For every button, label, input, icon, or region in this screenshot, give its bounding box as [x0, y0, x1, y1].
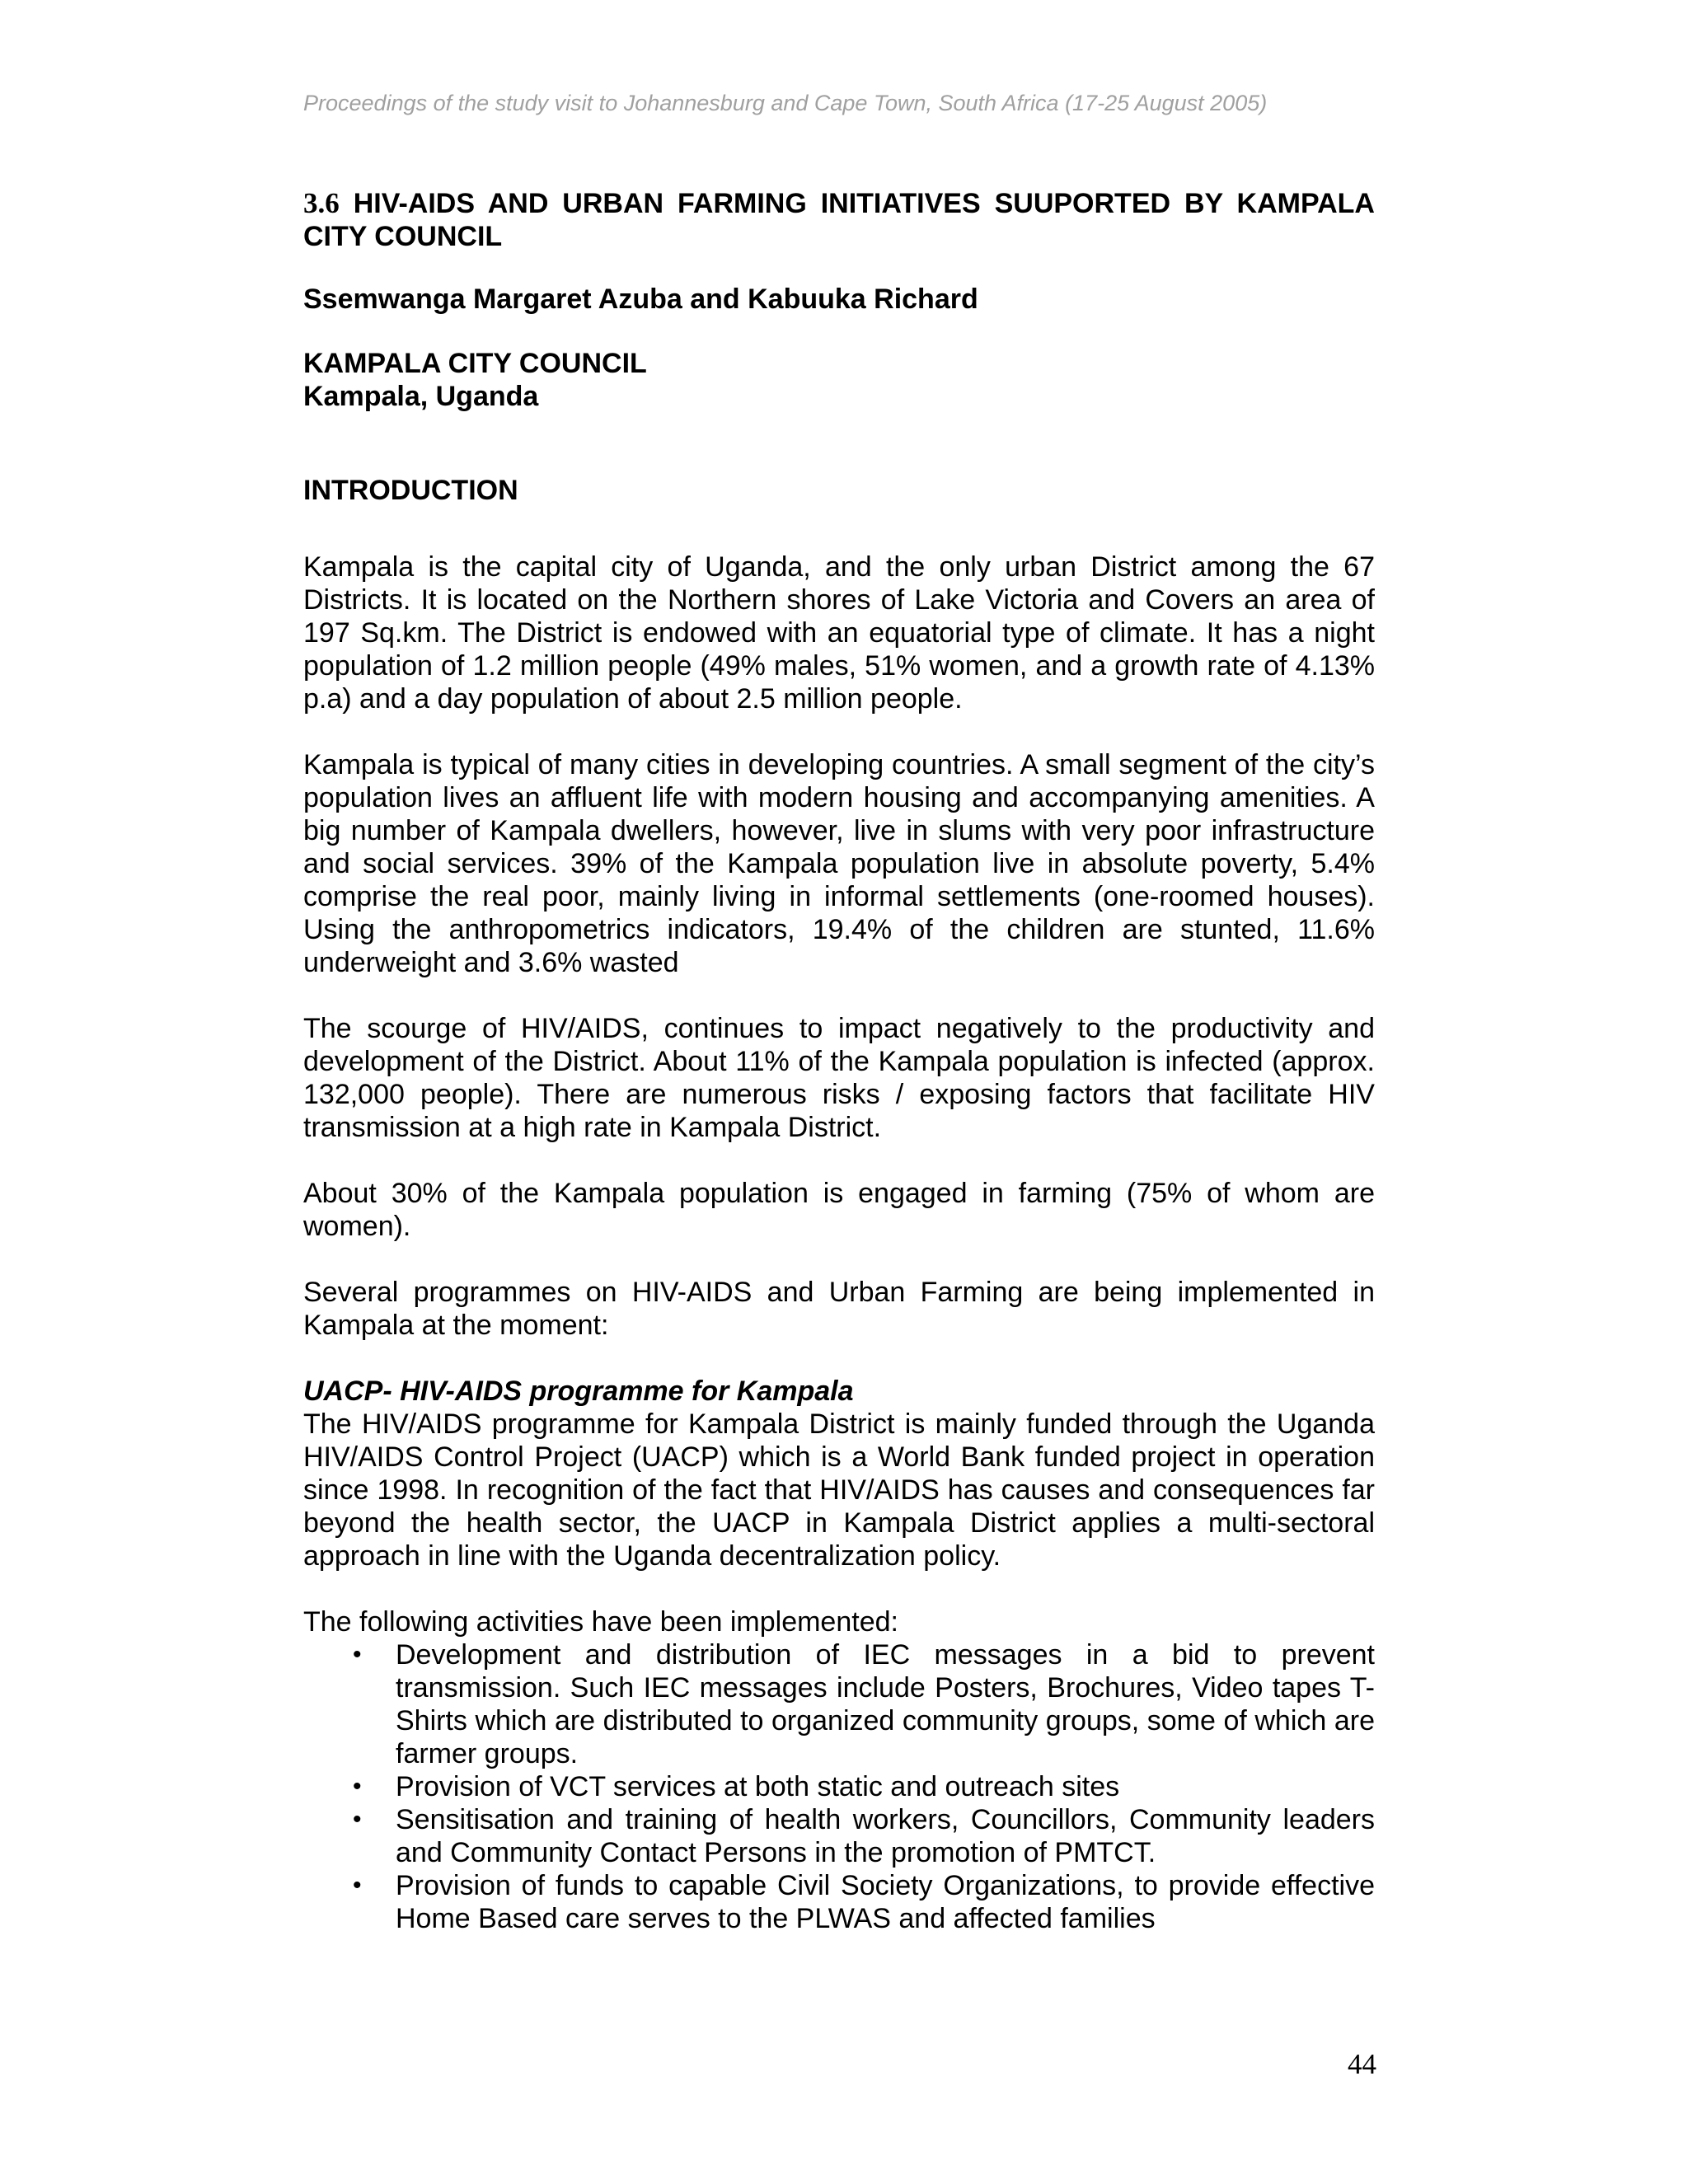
uacp-paragraph: The HIV/AIDS programme for Kampala District is mainly funded through the Uganda HIV/AIDS Control Project (UACP) which is a World Bank funded project in operation since 1998. In recognition of the fact that HIV/AIDS has causes and consequences far beyond the health sector, the UACP in Kampala District applies a multi-sectoral approach in line with the Uganda decentralization policy. — [303, 1408, 1375, 1572]
organization: KAMPALA CITY COUNCIL — [303, 348, 647, 379]
list-item-text: Provision of funds to capable Civil Society Organizations, to provide effective Home Based care serves to the PLWAS and affected families — [396, 1870, 1375, 1934]
list-item — [303, 1869, 1375, 1935]
bullet-icon: • — [353, 1773, 362, 1800]
uacp-heading: UACP- HIV-AIDS programme for Kampala — [303, 1376, 854, 1407]
page-number: 44 — [1348, 2048, 1376, 2080]
list-item — [303, 1803, 1375, 1869]
list-item — [303, 1638, 1375, 1770]
intro-paragraph-5: Several programmes on HIV-AIDS and Urban Farming are being implemented in Kampala at the moment: — [303, 1277, 1375, 1341]
intro-paragraph-3: The scourge of HIV/AIDS, continues to impact negatively to the productivity and development of the District. About 11% of the Kampala population is infected (approx. 132,000 people). There are numerous risks / exposing factors that facilitate HIV transmission at a high rate in Kampala District. — [303, 1013, 1375, 1143]
activities-list — [303, 1638, 1375, 1935]
article-title — [303, 187, 1375, 253]
list-item-text: Sensitisation and training of health workers, Councillors, Community leaders and Community Contact Persons in the promotion of PMTCT. — [396, 1804, 1375, 1868]
activities-intro: The following activities have been implemented: — [303, 1606, 898, 1638]
bullet-icon: • — [353, 1806, 362, 1833]
article-body — [303, 187, 1375, 1935]
list-item-text: Development and distribution of IEC messages in a bid to prevent transmission. Such IEC messages include Posters, Brochures, Video tapes T-Shirts which are distributed to organized community groups, some of which are farmer groups. — [396, 1639, 1375, 1769]
list-item-text: Provision of VCT services at both static and outreach sites — [396, 1771, 1120, 1802]
introduction-heading: INTRODUCTION — [303, 475, 518, 506]
list-item — [303, 1770, 1375, 1803]
title-text: HIV-AIDS AND URBAN FARMING INITIATIVES SUUPORTED BY KAMPALA CITY COUNCIL — [303, 188, 1375, 252]
location: Kampala, Uganda — [303, 381, 539, 412]
bullet-icon: • — [353, 1641, 362, 1668]
affiliation — [303, 347, 1375, 413]
authors: Ssemwanga Margaret Azuba and Kabuuka Richard — [303, 284, 978, 315]
running-header: Proceedings of the study visit to Johannesburg and Cape Town, South Africa (17-25 August 2005) — [303, 91, 1268, 115]
section-number: 3.6 — [303, 187, 340, 219]
bullet-icon: • — [353, 1872, 362, 1899]
intro-paragraph-4: About 30% of the Kampala population is engaged in farming (75% of whom are women). — [303, 1178, 1375, 1242]
intro-paragraph-2: Kampala is typical of many cities in developing countries. A small segment of the city’s population lives an affluent life with modern housing and accompanying amenities. A big number of Kampala dwellers, however, live in slums with very poor infrastructure and social services. 39% of the Kampala population live in absolute poverty, 5.4% comprise the real poor, mainly living in informal settlements (one-roomed houses). Using the anthropometrics indicators, 19.4% of the children are stunted, 11.6% underweight and 3.6% wasted — [303, 749, 1375, 978]
intro-paragraph-1: Kampala is the capital city of Uganda, and the only urban District among the 67 Districts. It is located on the Northern shores of Lake Victoria and Covers an area of 197 Sq.km. The District is endowed with an equatorial type of climate. It has a night population of 1.2 million people (49% males, 51% women, and a growth rate of 4.13% p.a) and a day population of about 2.5 million people. — [303, 551, 1375, 715]
